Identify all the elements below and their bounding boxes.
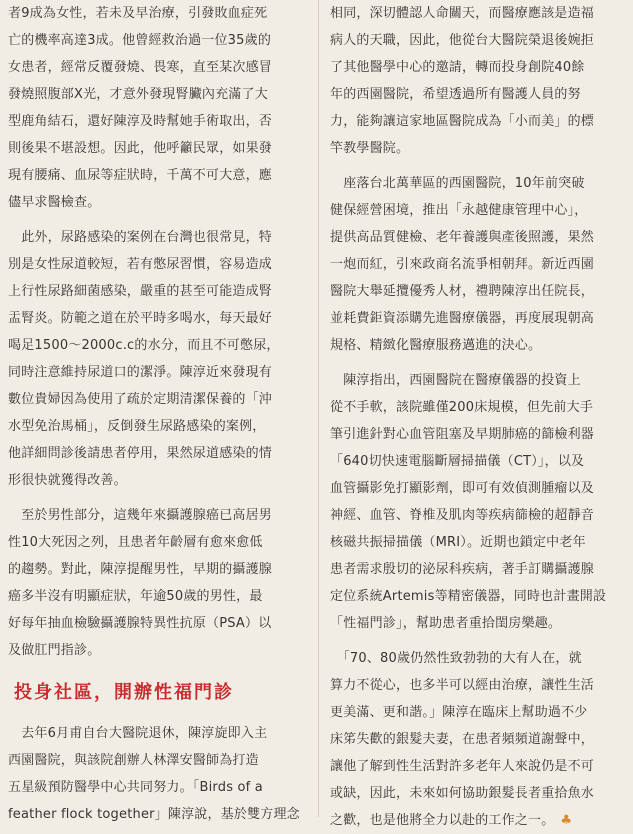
paragraph bbox=[330, 645, 626, 834]
right-column bbox=[330, 0, 626, 834]
text-line bbox=[330, 529, 626, 556]
text-line-content: 並耗費鉅資添購先進醫療儀器，再度展現朝高 bbox=[330, 311, 595, 326]
paragraph bbox=[330, 170, 626, 359]
text-line bbox=[330, 0, 626, 27]
text-line-content: 之歡，也是他將全力以赴的工作之一。 bbox=[330, 813, 555, 828]
text-line-content: 喝足1500～2000c.c的水分，而且不可憋尿， bbox=[8, 338, 280, 353]
text-line bbox=[8, 386, 308, 413]
text-line-content: 現有腰痛、血尿等症狀時，千萬不可大意，應 bbox=[8, 168, 273, 183]
text-line-content: 病人的天職，因此，他從台大醫院榮退後婉拒 bbox=[330, 33, 595, 48]
text-line bbox=[8, 502, 308, 529]
text-line-content: 一炮而紅，引來政商名流爭相朝拜。新近西園 bbox=[330, 257, 595, 272]
text-line-content: 同時注意維持尿道口的潔淨。陳淳近來發現有 bbox=[8, 365, 273, 380]
text-line bbox=[330, 332, 626, 359]
text-line-content: 讓他了解到性生活對許多老年人來說仍是不可 bbox=[330, 759, 595, 774]
text-line bbox=[8, 305, 308, 332]
text-line-content: 提供高品質健檢、老年養護與產後照護，果然 bbox=[330, 230, 595, 245]
column-divider bbox=[318, 0, 319, 817]
text-line-content: 算力不從心，也多半可以經由治療，讓性生活 bbox=[330, 678, 595, 693]
text-line-content: 「640切快速電腦斷層掃描儀（CT）」，以及 bbox=[330, 454, 585, 469]
text-line bbox=[330, 807, 626, 834]
text-line bbox=[330, 726, 626, 753]
text-line bbox=[330, 251, 626, 278]
text-line-content: 健保經營困境，推出「永越健康管理中心」， bbox=[330, 203, 588, 218]
text-line bbox=[8, 54, 308, 81]
text-line bbox=[8, 637, 308, 664]
text-line bbox=[330, 556, 626, 583]
paragraph bbox=[8, 0, 308, 216]
text-line bbox=[330, 753, 626, 780]
end-mark-icon: ♣ bbox=[560, 813, 573, 828]
text-line-content: 者9成為女性，若未及早治療，引發敗血症死 bbox=[8, 6, 268, 21]
text-line bbox=[8, 801, 308, 828]
text-line-content: 發燒照腹部X光，才意外發現腎臟內充滿了大 bbox=[8, 87, 268, 102]
text-line-content: 癌多半沒有明顯症狀，年逾50歲的男性，最 bbox=[8, 589, 263, 604]
text-line bbox=[330, 672, 626, 699]
text-line bbox=[8, 251, 308, 278]
text-line bbox=[330, 780, 626, 807]
text-line bbox=[8, 162, 308, 189]
text-line bbox=[330, 448, 626, 475]
text-line-content: 型鹿角結石，還好陳淳及時幫她手術取出，否 bbox=[8, 114, 273, 129]
text-line-content: 西園醫院，與該院創辦人林澤安醫師為打造 bbox=[8, 753, 259, 768]
text-line bbox=[330, 278, 626, 305]
text-line-content: 床笫失歡的銀髮夫妻，在患者頻頻道謝聲中， bbox=[330, 732, 595, 747]
text-line-content: 盂腎炎。防範之道在於平時多喝水，每天最好 bbox=[8, 311, 273, 326]
text-line bbox=[330, 54, 626, 81]
text-line bbox=[8, 359, 308, 386]
paragraph bbox=[330, 367, 626, 637]
text-line-content: 數位貴婦因為使用了疏於定期清潔保養的「沖 bbox=[8, 392, 273, 407]
text-line bbox=[330, 699, 626, 726]
text-line-content: 「70、80歲仍然性致勃勃的大有人在，就 bbox=[330, 651, 582, 666]
text-line bbox=[8, 774, 308, 801]
text-line bbox=[330, 135, 626, 162]
text-line-content: 筆引進針對心血管阻塞及早期肺癌的篩檢利器 bbox=[330, 427, 595, 442]
text-line-content: 核磁共振掃描儀（MRI）。近期也鎖定中老年 bbox=[330, 535, 586, 550]
text-line-content: 定位系統Artemis等精密儀器，同時也計畫開設 bbox=[330, 589, 607, 604]
text-line-content: 水型免治馬桶」，反倒發生尿路感染的案例， bbox=[8, 419, 266, 434]
text-line-content: 性10大死因之列，且患者年齡層有愈來愈低 bbox=[8, 535, 263, 550]
text-line-content: 相同，深切體認人命關天，而醫療應該是造福 bbox=[330, 6, 595, 21]
text-line bbox=[8, 556, 308, 583]
paragraph bbox=[330, 0, 626, 162]
text-line bbox=[330, 197, 626, 224]
text-line bbox=[8, 720, 308, 747]
text-line bbox=[8, 440, 308, 467]
text-line-content: 及做肛門指診。 bbox=[8, 643, 101, 658]
text-line bbox=[8, 467, 308, 494]
text-line-content: 「性福門診」，幫助患者重拾閨房樂趣。 bbox=[330, 616, 562, 631]
text-line-content: 至於男性部分，這幾年來攝護腺癌已高居男 bbox=[8, 508, 273, 523]
text-line-content: 此外，尿路感染的案例在台灣也很常見，特 bbox=[8, 230, 273, 245]
text-line bbox=[330, 224, 626, 251]
text-line bbox=[330, 475, 626, 502]
text-line bbox=[8, 278, 308, 305]
paragraph bbox=[8, 224, 308, 494]
left-column bbox=[8, 0, 308, 828]
text-line bbox=[330, 421, 626, 448]
text-line-content: 從不手軟，該院雖僅200床規模，但先前大手 bbox=[330, 400, 594, 415]
text-line-content: 儘早求醫檢查。 bbox=[8, 195, 101, 210]
text-line-content: 規格、精緻化醫療服務邁進的決心。 bbox=[330, 338, 542, 353]
text-line-content: 血管攝影免打顯影劑，即可有效偵測腫瘤以及 bbox=[330, 481, 595, 496]
text-line-content: 或缺，因此，未來如何協助銀髮長者重拾魚水 bbox=[330, 786, 595, 801]
text-line bbox=[330, 27, 626, 54]
text-line bbox=[8, 81, 308, 108]
text-line-content: 亡的機率高達3成。他曾經救治過一位35歲的 bbox=[8, 33, 272, 48]
text-line-content: feather flock together」陳淳說，基於雙方理念 bbox=[8, 807, 300, 822]
paragraph bbox=[8, 720, 308, 828]
text-line-content: 形很快就獲得改善。 bbox=[8, 473, 127, 488]
text-line-content: 上行性尿路細菌感染，嚴重的甚至可能造成腎 bbox=[8, 284, 273, 299]
text-line-content: 去年6月甫自台大醫院退休，陳淳旋即入主 bbox=[8, 726, 268, 741]
text-line bbox=[330, 108, 626, 135]
text-line-content: 年的西園醫院，希望透過所有醫護人員的努 bbox=[330, 87, 581, 102]
text-line bbox=[330, 170, 626, 197]
text-line-content: 患者需求殷切的泌尿科疾病，著手訂購攝護腺 bbox=[330, 562, 595, 577]
section-heading: 投身社區，開辦性福門診 bbox=[14, 682, 234, 703]
paragraph bbox=[8, 502, 308, 664]
text-line bbox=[330, 610, 626, 637]
text-line-content: 別是女性尿道較短，若有憋尿習慣，容易造成 bbox=[8, 257, 273, 272]
text-line-content: 則後果不堪設想。因此，他呼籲民眾，如果發 bbox=[8, 141, 273, 156]
text-line-content: 更美滿、更和諧。」陳淳在臨床上幫助過不少 bbox=[330, 705, 588, 720]
text-line bbox=[8, 0, 308, 27]
text-line-content: 座落台北萬華區的西園醫院，10年前突破 bbox=[330, 176, 585, 191]
text-line-content: 五星級預防醫學中心共同努力。「Birds of a bbox=[8, 780, 263, 795]
text-line bbox=[330, 394, 626, 421]
text-line bbox=[8, 224, 308, 251]
text-line bbox=[330, 81, 626, 108]
text-line bbox=[8, 189, 308, 216]
text-line-content: 女患者，經常反覆發燒、畏寒，直至某次感冒 bbox=[8, 60, 273, 75]
text-line bbox=[330, 645, 626, 672]
text-line-content: 力，能夠讓這家地區醫院成為「小而美」的標 bbox=[330, 114, 595, 129]
text-line bbox=[330, 583, 626, 610]
text-line-content: 他詳細問診後請患者停用，果然尿道感染的情 bbox=[8, 446, 273, 461]
text-line bbox=[8, 610, 308, 637]
text-line bbox=[8, 108, 308, 135]
text-line-content: 竿教學醫院。 bbox=[330, 141, 410, 156]
text-line-content: 神經、血管、脊椎及肌肉等疾病篩檢的超靜音 bbox=[330, 508, 595, 523]
text-line bbox=[330, 367, 626, 394]
text-line bbox=[8, 332, 308, 359]
text-line-content: 醫院大舉延攬優秀人材，禮聘陳淳出任院長， bbox=[330, 284, 595, 299]
text-line-content: 好每年抽血檢驗攝護腺特異性抗原（PSA）以 bbox=[8, 616, 272, 631]
text-line-content: 的趨勢。對此，陳淳提醒男性，早期的攝護腺 bbox=[8, 562, 273, 577]
text-line bbox=[8, 529, 308, 556]
text-line bbox=[8, 135, 308, 162]
text-line bbox=[8, 27, 308, 54]
text-line bbox=[8, 413, 308, 440]
text-line bbox=[330, 502, 626, 529]
text-line bbox=[8, 583, 308, 610]
text-line bbox=[330, 305, 626, 332]
text-line bbox=[8, 747, 308, 774]
text-line-content: 陳淳指出，西園醫院在醫療儀器的投資上 bbox=[330, 373, 581, 388]
text-line-content: 了其他醫學中心的邀請，轉而投身創院40餘 bbox=[330, 60, 585, 75]
